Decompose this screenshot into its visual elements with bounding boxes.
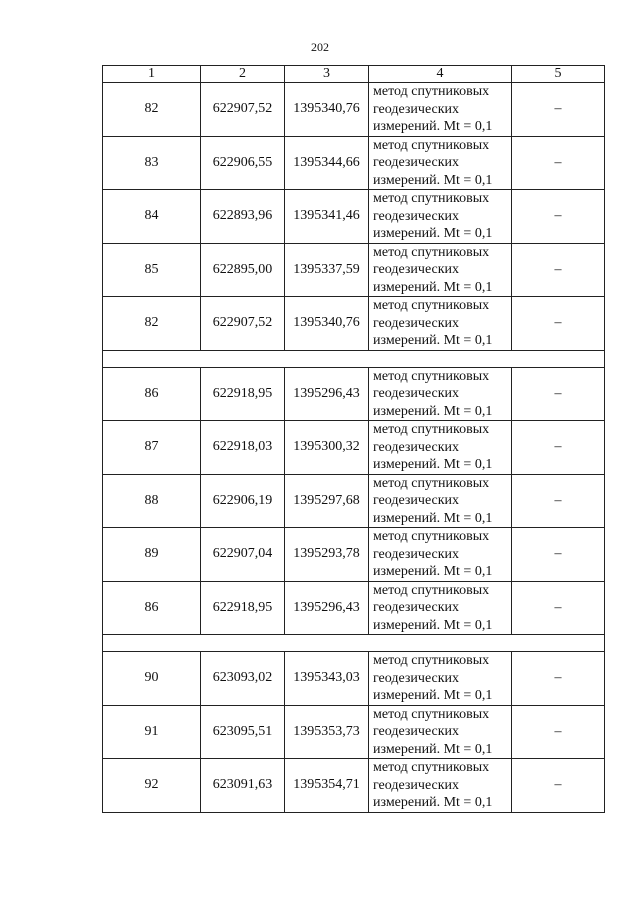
separator-cell bbox=[103, 635, 605, 652]
x-coordinate-cell: 622906,19 bbox=[201, 474, 285, 528]
table-row bbox=[103, 581, 605, 635]
column-5-cell: – bbox=[512, 83, 605, 137]
x-coordinate-cell: 622906,55 bbox=[201, 136, 285, 190]
method-line: измерений. Mt = 0,1 bbox=[373, 279, 493, 295]
column-5-cell: – bbox=[512, 581, 605, 635]
method-line: геодезических bbox=[373, 155, 460, 170]
column-5-cell: – bbox=[512, 136, 605, 190]
x-coordinate-cell: 623091,63 bbox=[201, 759, 285, 813]
table-row bbox=[103, 136, 605, 190]
point-number-cell: 84 bbox=[103, 190, 201, 244]
method-line: метод спутниковых bbox=[373, 244, 490, 260]
point-number-cell: 90 bbox=[103, 652, 201, 706]
table-row bbox=[103, 474, 605, 528]
method-line: метод спутниковых bbox=[373, 706, 490, 722]
method-cell bbox=[369, 83, 512, 137]
table-row bbox=[103, 243, 605, 297]
y-coordinate-cell: 1395340,76 bbox=[285, 297, 369, 351]
column-5-cell: – bbox=[512, 297, 605, 351]
y-coordinate-cell: 1395344,66 bbox=[285, 136, 369, 190]
y-coordinate-cell: 1395293,78 bbox=[285, 528, 369, 582]
method-line: измерений. Mt = 0,1 bbox=[373, 333, 493, 348]
point-number-cell: 89 bbox=[103, 528, 201, 582]
table-header-row bbox=[103, 66, 605, 83]
table-row bbox=[103, 652, 605, 706]
point-number-cell: 87 bbox=[103, 421, 201, 475]
method-line: геодезических bbox=[373, 386, 460, 401]
method-line: измерений. Mt = 0,1 bbox=[373, 617, 493, 633]
column-5-cell: – bbox=[512, 474, 605, 528]
separator-cell bbox=[103, 350, 605, 367]
method-line: геодезических bbox=[373, 493, 460, 508]
column-header-2: 2 bbox=[201, 66, 285, 83]
method-line: измерений. Mt = 0,1 bbox=[373, 119, 493, 134]
coordinates-table bbox=[102, 65, 605, 813]
table-body bbox=[103, 83, 605, 813]
method-line: геодезических bbox=[373, 208, 460, 224]
y-coordinate-cell: 1395354,71 bbox=[285, 759, 369, 813]
method-cell bbox=[369, 136, 512, 190]
table-row bbox=[103, 367, 605, 421]
method-line: метод спутниковых bbox=[373, 298, 490, 313]
y-coordinate-cell: 1395297,68 bbox=[285, 474, 369, 528]
point-number-cell: 92 bbox=[103, 759, 201, 813]
point-number-cell: 88 bbox=[103, 474, 201, 528]
method-line: геодезических bbox=[373, 546, 460, 562]
column-5-cell: – bbox=[512, 367, 605, 421]
table-row bbox=[103, 297, 605, 351]
method-line: измерений. Mt = 0,1 bbox=[373, 226, 493, 241]
point-number-cell: 83 bbox=[103, 136, 201, 190]
method-cell bbox=[369, 528, 512, 582]
y-coordinate-cell: 1395296,43 bbox=[285, 581, 369, 635]
x-coordinate-cell: 622918,95 bbox=[201, 581, 285, 635]
method-line: измерений. Mt = 0,1 bbox=[373, 510, 493, 526]
point-number-cell: 82 bbox=[103, 297, 201, 351]
column-header-3: 3 bbox=[285, 66, 369, 83]
method-cell bbox=[369, 705, 512, 759]
table-row bbox=[103, 705, 605, 759]
method-line: метод спутниковых bbox=[373, 84, 490, 99]
column-5-cell: – bbox=[512, 421, 605, 475]
column-header-5: 5 bbox=[512, 66, 605, 83]
x-coordinate-cell: 622907,04 bbox=[201, 528, 285, 582]
method-cell bbox=[369, 367, 512, 421]
method-line: метод спутниковых bbox=[373, 760, 490, 775]
method-line: метод спутниковых bbox=[373, 191, 490, 206]
table-row bbox=[103, 528, 605, 582]
table-separator-row bbox=[103, 635, 605, 652]
method-line: геодезических bbox=[373, 724, 460, 739]
method-line: геодезических bbox=[373, 439, 460, 455]
x-coordinate-cell: 622893,96 bbox=[201, 190, 285, 244]
table-separator-row bbox=[103, 350, 605, 367]
table-row bbox=[103, 190, 605, 244]
column-5-cell: – bbox=[512, 652, 605, 706]
method-line: геодезических bbox=[373, 600, 460, 615]
method-line: измерений. Mt = 0,1 bbox=[373, 172, 493, 188]
point-number-cell: 86 bbox=[103, 367, 201, 421]
column-header-1: 1 bbox=[103, 66, 201, 83]
method-cell bbox=[369, 297, 512, 351]
method-cell bbox=[369, 759, 512, 813]
method-line: метод спутниковых bbox=[373, 137, 490, 153]
table-row bbox=[103, 759, 605, 813]
method-cell bbox=[369, 581, 512, 635]
column-5-cell: – bbox=[512, 705, 605, 759]
y-coordinate-cell: 1395300,32 bbox=[285, 421, 369, 475]
method-cell bbox=[369, 474, 512, 528]
y-coordinate-cell: 1395343,03 bbox=[285, 652, 369, 706]
y-coordinate-cell: 1395340,76 bbox=[285, 83, 369, 137]
method-line: геодезических bbox=[373, 777, 460, 793]
method-line: метод спутниковых bbox=[373, 368, 490, 384]
y-coordinate-cell: 1395353,73 bbox=[285, 705, 369, 759]
method-cell bbox=[369, 190, 512, 244]
y-coordinate-cell: 1395341,46 bbox=[285, 190, 369, 244]
x-coordinate-cell: 622918,95 bbox=[201, 367, 285, 421]
table-row bbox=[103, 83, 605, 137]
method-line: метод спутниковых bbox=[373, 582, 490, 598]
column-5-cell: – bbox=[512, 759, 605, 813]
method-line: измерений. Mt = 0,1 bbox=[373, 688, 493, 703]
method-line: геодезических bbox=[373, 262, 460, 277]
method-cell bbox=[369, 421, 512, 475]
x-coordinate-cell: 622918,03 bbox=[201, 421, 285, 475]
method-line: измерений. Mt = 0,1 bbox=[373, 457, 493, 472]
x-coordinate-cell: 623093,02 bbox=[201, 652, 285, 706]
method-line: метод спутниковых bbox=[373, 475, 490, 491]
method-cell bbox=[369, 243, 512, 297]
method-line: геодезических bbox=[373, 315, 460, 331]
point-number-cell: 86 bbox=[103, 581, 201, 635]
point-number-cell: 91 bbox=[103, 705, 201, 759]
method-cell bbox=[369, 652, 512, 706]
column-5-cell: – bbox=[512, 528, 605, 582]
method-line: геодезических bbox=[373, 670, 460, 686]
point-number-cell: 85 bbox=[103, 243, 201, 297]
y-coordinate-cell: 1395337,59 bbox=[285, 243, 369, 297]
x-coordinate-cell: 622907,52 bbox=[201, 297, 285, 351]
method-line: геодезических bbox=[373, 101, 460, 117]
method-line: измерений. Mt = 0,1 bbox=[373, 741, 493, 757]
method-line: измерений. Mt = 0,1 bbox=[373, 795, 493, 810]
column-5-cell: – bbox=[512, 243, 605, 297]
column-5-cell: – bbox=[512, 190, 605, 244]
x-coordinate-cell: 622895,00 bbox=[201, 243, 285, 297]
method-line: метод спутниковых bbox=[373, 529, 490, 544]
x-coordinate-cell: 623095,51 bbox=[201, 705, 285, 759]
y-coordinate-cell: 1395296,43 bbox=[285, 367, 369, 421]
point-number-cell: 82 bbox=[103, 83, 201, 137]
method-line: измерений. Mt = 0,1 bbox=[373, 403, 493, 419]
x-coordinate-cell: 622907,52 bbox=[201, 83, 285, 137]
table-row bbox=[103, 421, 605, 475]
method-line: метод спутниковых bbox=[373, 422, 490, 437]
method-line: метод спутниковых bbox=[373, 653, 490, 668]
column-header-4: 4 bbox=[369, 66, 512, 83]
method-line: измерений. Mt = 0,1 bbox=[373, 564, 493, 579]
page-number: 202 bbox=[311, 40, 329, 54]
